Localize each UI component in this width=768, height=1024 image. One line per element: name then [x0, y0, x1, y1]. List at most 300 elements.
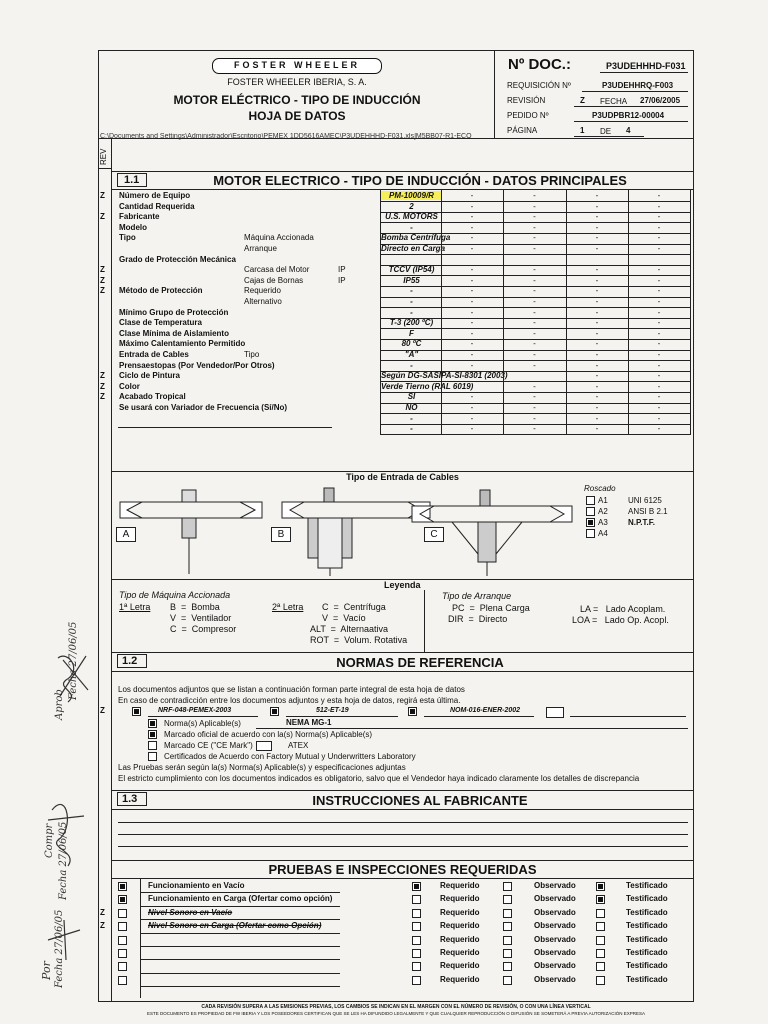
blank-row-underline — [118, 427, 332, 428]
first-letter-item: B = Bomba — [170, 602, 220, 612]
sec12-header-rule — [111, 671, 694, 672]
row-ip-label: IP — [338, 265, 346, 275]
sec12-paragraph-1: Los documentos adjuntos que se listan a continuación forman parte integral de esta hoja de datos — [118, 685, 465, 694]
requerido-label: Requerido — [440, 894, 480, 904]
testificado-checkbox[interactable] — [596, 895, 605, 904]
row-dash-cell[interactable]: - — [657, 318, 661, 328]
maquina-title: Tipo de Máquina Accionada — [119, 590, 231, 600]
grid-column-rule — [690, 189, 691, 435]
observado-checkbox[interactable] — [503, 976, 512, 985]
row-dash-cell[interactable]: - — [470, 403, 474, 412]
revision-value: Z — [580, 96, 585, 105]
first-letter-label: 1ª Letra — [119, 602, 151, 612]
row-dash-cell[interactable]: - — [657, 201, 661, 211]
row-label: Modelo — [119, 222, 147, 232]
row-dash-cell[interactable]: - — [595, 403, 599, 412]
row-dash-cell[interactable]: - — [470, 286, 474, 296]
second-letter-item: ROT = Volum. Rotativa — [310, 635, 408, 645]
testificado-label: Testificado — [626, 907, 668, 917]
observado-checkbox[interactable] — [503, 962, 512, 971]
row-label: Acabado Tropical — [119, 392, 186, 402]
row-value[interactable]: - — [410, 360, 413, 370]
row-dash-cell[interactable]: - — [657, 381, 661, 391]
requerido-checkbox[interactable] — [412, 976, 421, 985]
row-dash-cell[interactable]: - — [533, 381, 536, 391]
row-dash-cell[interactable]: - — [533, 413, 536, 423]
marcado-label: Marcado oficial de acuerdo con la(s) Norma(s) Aplicable(s) — [164, 730, 373, 739]
handwritten-aprob: Aprob — [54, 689, 65, 720]
row-sublabel: Carcasa del Motor — [244, 265, 310, 275]
row-dash-cell[interactable]: - — [657, 328, 661, 338]
row-dash-cell[interactable]: - — [470, 328, 474, 338]
pruebas-label-rule — [140, 878, 141, 998]
row-dash-cell[interactable]: - — [470, 265, 474, 275]
testificado-checkbox[interactable] — [596, 882, 605, 891]
test-label: Nivel Sonoro en Carga (Ofertar como Opción) — [148, 921, 322, 931]
requerido-checkbox[interactable] — [412, 936, 421, 945]
row-dash-cell[interactable]: - — [470, 350, 474, 359]
row-sublabel: Tipo — [244, 350, 260, 359]
row-value[interactable]: NO — [405, 403, 418, 412]
grid-column-rule — [566, 189, 567, 435]
row-dash-cell[interactable]: - — [595, 318, 599, 328]
sec11-number: 1.1 — [124, 174, 140, 186]
row-rev-mark: Z — [100, 371, 105, 381]
document-title: MOTOR ELÉCTRICO - TIPO DE INDUCCIÓN — [173, 93, 421, 107]
row-dash-cell[interactable]: - — [533, 328, 536, 338]
row-dash-cell[interactable]: - — [657, 413, 661, 423]
row-dash-cell[interactable]: - — [533, 297, 536, 306]
row-value[interactable]: F — [409, 328, 414, 338]
second-letter-item: C = Centrífuga — [322, 602, 386, 612]
doc4-underline — [570, 716, 686, 717]
atex-label: ATEX — [288, 741, 309, 750]
roscado-standard: UNI 6125 — [628, 496, 662, 505]
row-sublabel: Requerido — [244, 286, 281, 296]
pagina-value: 1 — [580, 126, 585, 135]
company-name: FOSTER WHEELER IBERIA, S. A. — [227, 77, 367, 87]
row-dash-cell[interactable]: - — [657, 297, 661, 306]
row-value[interactable]: 2 — [409, 201, 414, 211]
footer-line-2: ESTE DOCUMENTO ES PROPIEDAD DE FW IBERIA Y LOS POSEEDORES CERTIFICAN QUE SE LES HA DIFUNDIDO LEGALMENTE Y QUE CUALQUIER REPRODUCCIÓN O DIFUSIÓN SE SOMETERÁ A PREVIA AUTORIZACIÓN EXPRESA — [146, 1011, 646, 1016]
requerido-label: Requerido — [440, 881, 480, 890]
normas-underline — [256, 728, 688, 729]
test-checkbox[interactable] — [118, 909, 127, 918]
testificado-label: Testificado — [626, 894, 668, 904]
instrucciones-line-3[interactable] — [118, 846, 688, 847]
row-dash-cell[interactable]: - — [533, 307, 536, 317]
row-dash-cell[interactable]: - — [533, 265, 536, 275]
normas-checkbox[interactable] — [148, 719, 157, 728]
test-checkbox[interactable] — [118, 976, 127, 985]
de-value: 4 — [626, 126, 631, 135]
row-value[interactable]: Según DG-SASIPA-SI-8301 (2003) — [381, 371, 508, 381]
row-dash-cell[interactable]: - — [595, 360, 599, 370]
row-value[interactable]: - — [410, 307, 413, 317]
instrucciones-line-2[interactable] — [118, 834, 688, 835]
test-checkbox[interactable] — [118, 882, 127, 891]
row-dash-cell[interactable]: - — [595, 212, 599, 222]
roscado-checkbox[interactable] — [586, 518, 595, 527]
first-letter-item: C = Compresor — [170, 624, 237, 634]
row-dash-cell[interactable]: - — [470, 233, 474, 243]
requerido-label: Requerido — [440, 921, 480, 931]
row-dash-cell[interactable]: - — [533, 350, 536, 359]
requerido-label: Requerido — [440, 961, 480, 971]
row-dash-cell[interactable]: - — [533, 424, 536, 434]
sec12-number: 1.2 — [122, 655, 138, 667]
de-label: DE — [600, 127, 612, 136]
row-dash-cell[interactable]: - — [657, 360, 661, 370]
roscado-code: A1 — [598, 496, 608, 505]
row-dash-cell[interactable]: - — [657, 286, 661, 296]
first-letter-item: V = Ventilador — [170, 613, 232, 623]
row-dash-cell[interactable]: - — [470, 222, 474, 232]
row-dash-cell[interactable]: - — [595, 392, 599, 402]
row-rev-mark: Z — [100, 275, 105, 285]
row-value[interactable]: Verde Tierno (RAL 6019) — [381, 381, 474, 391]
row-label: Ciclo de Pintura — [119, 371, 180, 381]
requerido-checkbox[interactable] — [412, 962, 421, 971]
row-dash-cell[interactable]: - — [470, 297, 474, 306]
test-checkbox[interactable] — [118, 949, 127, 958]
test-row-rule — [140, 946, 340, 947]
requerido-checkbox[interactable] — [412, 949, 421, 958]
roscado-standard: ANSI B 2.1 — [628, 507, 668, 516]
document-subtitle: HOJA DE DATOS — [248, 109, 346, 123]
row-value[interactable]: Bomba Centrífuga — [381, 233, 451, 243]
testificado-label: Testificado — [626, 961, 668, 971]
roscado-standard: N.P.T.F. — [628, 518, 655, 527]
header-divider — [494, 50, 495, 138]
observado-checkbox[interactable] — [503, 936, 512, 945]
marcado-checkbox[interactable] — [148, 730, 157, 739]
atex-checkbox[interactable] — [256, 741, 272, 751]
instrucciones-line-1[interactable] — [118, 822, 688, 823]
row-dash-cell[interactable]: - — [657, 233, 661, 243]
company-logo — [212, 58, 382, 74]
sec12-paragraph-2: En caso de contradicción entre los documentos adjuntos y esta hoja de datos, regirá esta última. — [118, 696, 461, 705]
row-dash-cell[interactable]: - — [533, 339, 536, 349]
row-value[interactable]: "A" — [404, 350, 419, 359]
row-label: Mínimo Grupo de Protección — [119, 307, 229, 317]
row-dash-cell[interactable]: - — [533, 212, 536, 222]
row-value[interactable]: T-3 (200 ºC) — [389, 318, 434, 328]
roscado-checkbox[interactable] — [586, 529, 595, 538]
requerido-checkbox[interactable] — [412, 909, 421, 918]
footer-line-1: CADA REVISIÓN SUPERA A LAS EMISIONES PREVIAS, LOS CAMBIOS SE INDICAN EN EL MARGEN CON EL NÚMERO DE REVISIÓN, O CON UNA LÍNEA VERTICAL — [201, 1004, 591, 1010]
roscado-checkbox[interactable] — [586, 496, 595, 505]
doc1-name: NRF-048-PEMEX-2003 — [158, 707, 232, 714]
fecha-label: FECHA — [600, 97, 628, 106]
sec13-top-rule — [111, 790, 694, 791]
row-label: Fabricante — [119, 212, 160, 222]
row-dash-cell[interactable]: - — [595, 222, 599, 232]
doc2-underline — [286, 716, 398, 717]
row-sublabel: Cajas de Bornas — [244, 275, 304, 285]
observado-checkbox[interactable] — [503, 949, 512, 958]
row-value[interactable]: TCCV (IP54) — [388, 265, 435, 275]
testificado-label: Testificado — [626, 934, 668, 944]
row-label: Clase Mínima de Aislamiento — [119, 328, 229, 338]
testificado-checkbox[interactable] — [596, 949, 605, 958]
testificado-checkbox[interactable] — [596, 922, 605, 931]
row-dash-cell[interactable]: - — [533, 244, 536, 253]
testificado-label: Testificado — [626, 974, 668, 984]
test-checkbox[interactable] — [118, 922, 127, 931]
second-letter-item: ALT = Alternaativa — [310, 624, 388, 634]
logo-text: FOSTER WHEELER — [233, 60, 360, 70]
requerido-checkbox[interactable] — [412, 882, 421, 891]
row-label: Número de Equipo — [119, 191, 191, 200]
pedido-value: P3UDPBR12-00004 — [592, 111, 665, 120]
row-dash-cell[interactable]: - — [595, 413, 599, 423]
revision-label: REVISIÓN — [507, 96, 546, 105]
sec12-title: NORMAS DE REFERENCIA — [336, 655, 504, 670]
row-sublabel: Alternativo — [244, 297, 282, 306]
row-label: Grado de Protección Mecánica — [119, 254, 236, 264]
row-dash-cell[interactable]: - — [470, 318, 474, 328]
test-checkbox[interactable] — [118, 895, 127, 904]
observado-checkbox[interactable] — [503, 882, 512, 891]
fecha-value: 27/06/2005 — [640, 96, 681, 105]
sec13-header-rule — [111, 809, 694, 810]
grid-column-rule — [441, 189, 442, 435]
row-dash-cell[interactable]: - — [595, 350, 599, 359]
pruebas-top-rule — [111, 860, 694, 861]
pruebas-header-rule — [111, 878, 694, 879]
row-value[interactable]: 80 ºC — [401, 339, 422, 349]
test-row-rule — [140, 919, 340, 920]
row-value[interactable]: - — [410, 297, 413, 306]
arranque-item: DIR = Directo — [448, 614, 508, 624]
row-dash-cell[interactable]: - — [657, 275, 661, 285]
testificado-label: Testificado — [626, 881, 668, 890]
testificado-checkbox[interactable] — [596, 909, 605, 918]
roscado-code: A3 — [598, 518, 608, 527]
row-dash-cell[interactable]: - — [533, 201, 536, 211]
requisicion-underline — [582, 91, 688, 92]
row-dash-cell[interactable]: - — [470, 244, 474, 253]
row-value[interactable]: - — [410, 222, 413, 232]
cable-type-c-box: C — [424, 527, 444, 542]
pruebas-norma-text: Las Pruebas serán según la(s) Norma(s) Aplicable(s) y especificaciones adjuntas — [118, 763, 406, 772]
row-label: Se usará con Variador de Frecuencia (Sí/No) — [119, 403, 288, 412]
test-row-rule — [140, 906, 340, 907]
row-dash-cell[interactable]: - — [533, 275, 536, 285]
row-dash-cell[interactable]: - — [657, 350, 661, 359]
row-dash-cell[interactable]: - — [595, 339, 599, 349]
row-value[interactable]: - — [410, 286, 413, 296]
doc2-name: 512-ET-19 — [316, 707, 349, 714]
row-dash-cell[interactable]: - — [657, 244, 661, 253]
sec13-number: 1.3 — [122, 793, 138, 805]
observado-label: Observado — [534, 894, 576, 904]
row-label: Máximo Calentamiento Permitido — [119, 339, 246, 349]
row-dash-cell[interactable]: - — [595, 424, 599, 434]
requerido-checkbox[interactable] — [412, 895, 421, 904]
testificado-checkbox[interactable] — [596, 936, 605, 945]
row-dash-cell[interactable]: - — [470, 201, 474, 211]
grid-column-rule — [503, 189, 504, 435]
ce-checkbox[interactable] — [148, 741, 157, 750]
observado-checkbox[interactable] — [503, 922, 512, 931]
pagina-underline — [574, 136, 644, 137]
row-dash-cell[interactable]: - — [533, 360, 536, 370]
doc3-name: NOM-016-ENER-2002 — [450, 707, 521, 714]
testificado-checkbox[interactable] — [596, 962, 605, 971]
row-label: Color — [119, 381, 140, 391]
pedido-label: PEDIDO Nº — [507, 111, 549, 120]
row-sublabel: Arranque — [244, 244, 277, 253]
row-dash-cell[interactable]: - — [533, 191, 536, 200]
doc4-checkbox[interactable] — [546, 707, 564, 718]
row-dash-cell[interactable]: - — [533, 392, 536, 402]
handwritten-fecha-2: Fecha 27/06/05 — [58, 821, 69, 900]
row-dash-cell[interactable]: - — [470, 339, 474, 349]
row-sublabel: Máquina Accionada — [244, 233, 314, 243]
row-value[interactable]: IP55 — [403, 275, 420, 285]
observado-checkbox[interactable] — [503, 909, 512, 918]
roscado-label: Roscado — [584, 484, 616, 493]
second-letter-label: 2ª Letra — [272, 602, 304, 612]
roscado-checkbox[interactable] — [586, 507, 595, 516]
doc2-checkbox[interactable] — [270, 707, 279, 716]
test-label: Funcionamiento en Carga (Ofertar como opción) — [148, 894, 333, 904]
requerido-label: Requerido — [440, 934, 480, 944]
row-dash-cell[interactable]: - — [595, 307, 599, 317]
ce-label: Marcado CE ("CE Mark") — [164, 741, 253, 750]
second-letter-item: V = Vacío — [322, 613, 366, 623]
row-dash-cell[interactable]: - — [595, 191, 599, 200]
row-label: Clase de Temperatura — [119, 318, 202, 328]
cert-label: Certificados de Acuerdo con Factory Mutual y Underwritters Laboratory — [164, 752, 416, 761]
grid-column-rule — [380, 189, 381, 435]
cert-checkbox[interactable] — [148, 752, 157, 761]
row-dash-cell[interactable]: - — [657, 403, 661, 412]
row-value[interactable]: PM-10009/R — [381, 191, 442, 200]
test-label: Funcionamiento en Vacío — [148, 881, 245, 890]
observado-checkbox[interactable] — [503, 895, 512, 904]
row-dash-cell[interactable]: - — [657, 392, 661, 402]
cables-title: Tipo de Entrada de Cables — [346, 472, 459, 482]
test-row-rule — [140, 986, 340, 987]
row-dash-cell[interactable]: - — [533, 318, 536, 328]
requisicion-value: P3UDEHHRQ-F003 — [602, 81, 674, 90]
arranque-title: Tipo de Arranque — [442, 591, 512, 601]
observado-label: Observado — [534, 921, 576, 931]
row-dash-cell[interactable]: - — [470, 307, 474, 317]
row-dash-cell[interactable]: - — [657, 222, 661, 232]
observado-label: Observado — [534, 961, 576, 971]
row-rev-mark: Z — [100, 392, 105, 402]
row-dash-cell[interactable]: - — [533, 286, 536, 296]
pruebas-title: PRUEBAS E INSPECCIONES REQUERIDAS — [268, 862, 537, 877]
row-dash-cell[interactable]: - — [657, 307, 661, 317]
observado-label: Observado — [534, 948, 576, 957]
row-dash-cell[interactable]: - — [470, 212, 474, 222]
row-dash-cell[interactable]: - — [595, 201, 599, 211]
nema-standard: NEMA MG-1 — [286, 718, 332, 727]
lado-item: LOA = Lado Op. Acopl. — [572, 615, 669, 625]
observado-label: Observado — [534, 881, 576, 890]
requerido-checkbox[interactable] — [412, 922, 421, 931]
row-rev-mark: Z — [100, 212, 105, 222]
row-dash-cell[interactable]: - — [657, 265, 661, 275]
arranque-item: PC = Plena Carga — [452, 603, 530, 613]
row-dash-cell[interactable]: - — [470, 275, 474, 285]
test-row-rule — [140, 959, 340, 960]
doc3-checkbox[interactable] — [408, 707, 417, 716]
row-rev-mark: Z — [100, 381, 105, 391]
row-dash-cell[interactable]: - — [595, 265, 599, 275]
row-dash-cell[interactable]: - — [657, 212, 661, 222]
pagina-label: PÁGINA — [507, 126, 538, 135]
row-label: Cantidad Requerida — [119, 201, 195, 211]
row-dash-cell[interactable]: - — [595, 286, 599, 296]
row-dash-cell[interactable]: - — [470, 360, 474, 370]
row-dash-cell[interactable]: - — [657, 424, 661, 434]
row-label: Tipo — [119, 233, 136, 243]
sec13-title: INSTRUCCIONES AL FABRICANTE — [312, 793, 528, 808]
row-dash-cell[interactable]: - — [595, 328, 599, 338]
doc3-underline — [424, 716, 534, 717]
grid-column-rule — [628, 189, 629, 435]
cumplimiento-text: El estricto cumplimiento con los documentos indicados es obligatorio, salvo que el Vendedor haya indicado claramente los detalles de discrepancia — [118, 774, 640, 783]
row-dash-cell[interactable]: - — [595, 244, 599, 253]
doc-number-underline — [600, 72, 688, 73]
doc-number-value: P3UDEHHHD-F031 — [606, 61, 686, 71]
row-dash-cell[interactable]: - — [470, 191, 474, 200]
test-checkbox[interactable] — [118, 936, 127, 945]
lado-item: LA = Lado Acoplam. — [580, 604, 666, 614]
row-dash-cell[interactable]: - — [595, 297, 599, 306]
row-dash-cell[interactable]: - — [533, 403, 536, 412]
handwritten-fecha-3: Fecha 27/06/05 — [68, 621, 79, 700]
row-dash-cell[interactable]: - — [470, 424, 474, 434]
row-value[interactable]: - — [410, 424, 413, 434]
row-value[interactable]: U.S. MOTORS — [385, 212, 438, 222]
row-dash-cell[interactable]: - — [657, 339, 661, 349]
test-row-rule — [140, 933, 340, 934]
row-value[interactable]: SI — [407, 392, 416, 402]
row-dash-cell[interactable]: - — [470, 392, 474, 402]
roscado-code: A2 — [598, 507, 608, 516]
row-dash-cell[interactable]: - — [533, 233, 536, 243]
requerido-label: Requerido — [440, 907, 480, 917]
testificado-checkbox[interactable] — [596, 976, 605, 985]
row-dash-cell[interactable]: - — [595, 371, 599, 381]
requisicion-label: REQUISICIÓN Nº — [507, 81, 571, 90]
revision-underline — [574, 106, 688, 107]
row-dash-cell[interactable]: - — [657, 191, 661, 200]
row-dash-cell[interactable]: - — [533, 222, 536, 232]
doc1-checkbox[interactable] — [132, 707, 141, 716]
test-checkbox[interactable] — [118, 962, 127, 971]
row-dash-cell[interactable]: - — [595, 381, 599, 391]
sec12-rev-mark: Z — [100, 706, 105, 715]
row-value[interactable]: - — [410, 413, 413, 423]
row-dash-cell[interactable]: - — [595, 233, 599, 243]
row-dash-cell[interactable]: - — [595, 275, 599, 285]
sec11-header-rule — [111, 189, 694, 190]
row-value[interactable]: Directo en Carga — [381, 244, 446, 253]
row-rule — [380, 434, 690, 435]
row-dash-cell[interactable]: - — [470, 413, 474, 423]
testificado-label: Testificado — [626, 921, 668, 931]
row-dash-cell[interactable]: - — [657, 371, 661, 381]
sec11-title: MOTOR ELECTRICO - TIPO DE INDUCCIÓN - DATOS PRINCIPALES — [213, 173, 627, 188]
